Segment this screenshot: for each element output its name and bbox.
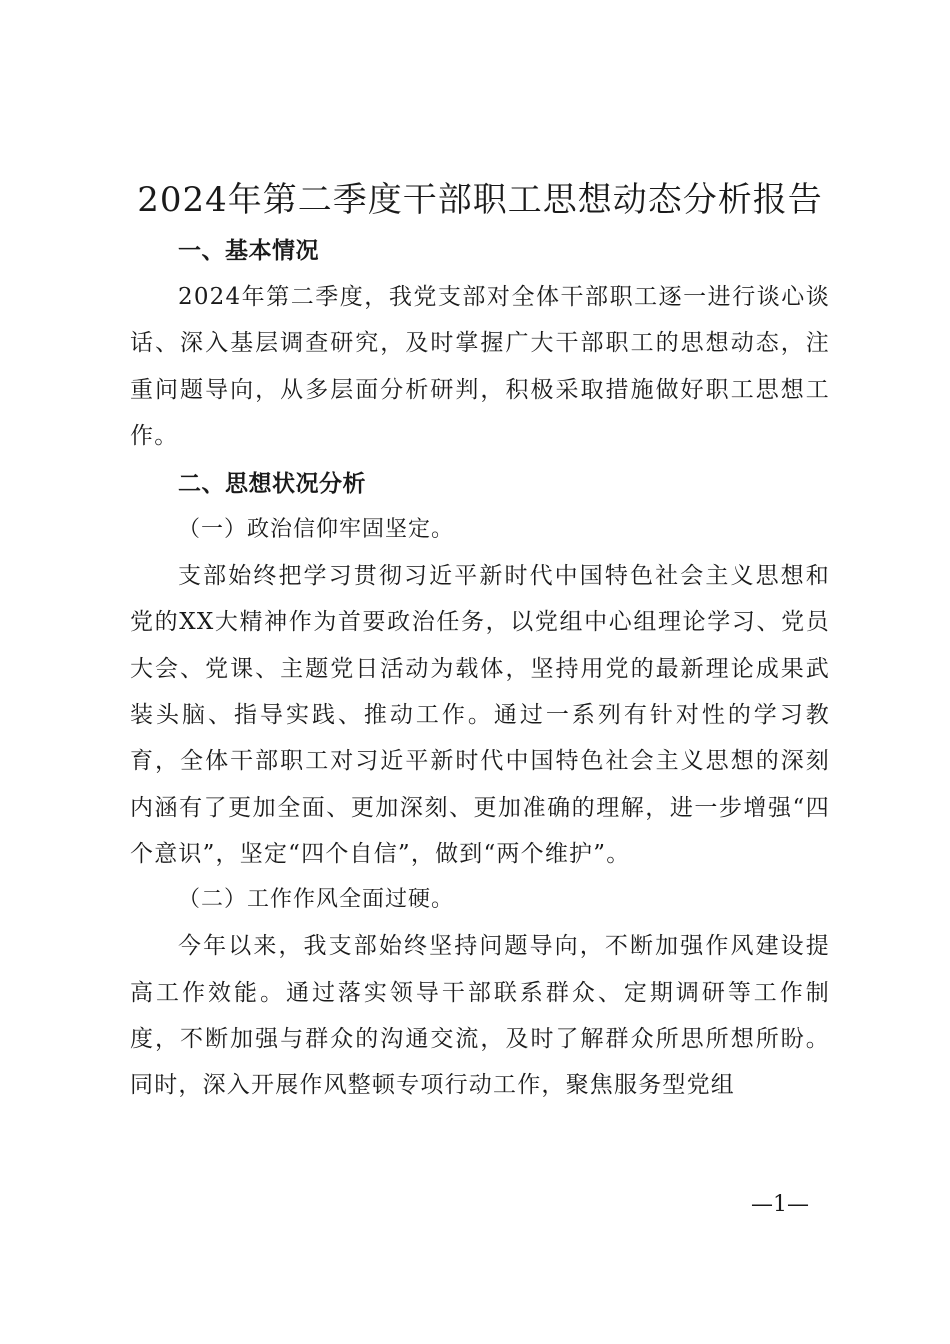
paragraph-work-style: 今年以来，我支部始终坚持问题导向，不断加强作风建设提高工作效能。通过落实领导干部联系群众、定期调研等工作制度，不断加强与群众的沟通交流，及时了解群众所思所想所盼。同时，深入开展作风整顿专项行动工作，聚焦服务型党组 xyxy=(130,933,830,1099)
paragraph-basic-situation: 2024年第二季度，我党支部对全体干部职工逐一进行谈心谈话、深入基层调查研究，及时掌握广大干部职工的思想动态，注重问题导向，从多层面分析研判，积极采取措施做好职工思想工作。 xyxy=(130,284,830,449)
page-number: —1— xyxy=(751,1192,809,1217)
paragraph-political-belief: 支部始终把学习贯彻习近平新时代中国特色社会主义思想和党的XX大精神作为首要政治任务，以党组中心组理论学习、党员大会、党课、主题党日活动为载体，坚持用党的最新理论成果武装头脑、指导实践、推动工作。通过一系列有针对性的学习教育，全体干部职工对习近平新时代中国特色社会主义思想的深刻内涵有了更加全面、更加深刻、更加准确的理解，进一步增强“四个意识”，坚定“四个自信”，做到“两个维护”。 xyxy=(130,563,830,867)
subheading-political-belief: （一）政治信仰牢固坚定。 xyxy=(178,517,455,543)
section-heading-thought-analysis: 二、思想状况分析 xyxy=(178,471,366,498)
document-title: 2024年第二季度干部职工思想动态分析报告 xyxy=(137,180,823,220)
subheading-work-style: （二）工作作风全面过硬。 xyxy=(178,887,455,913)
section-heading-basic-situation: 一、基本情况 xyxy=(178,238,319,264)
document-body xyxy=(130,172,830,1108)
